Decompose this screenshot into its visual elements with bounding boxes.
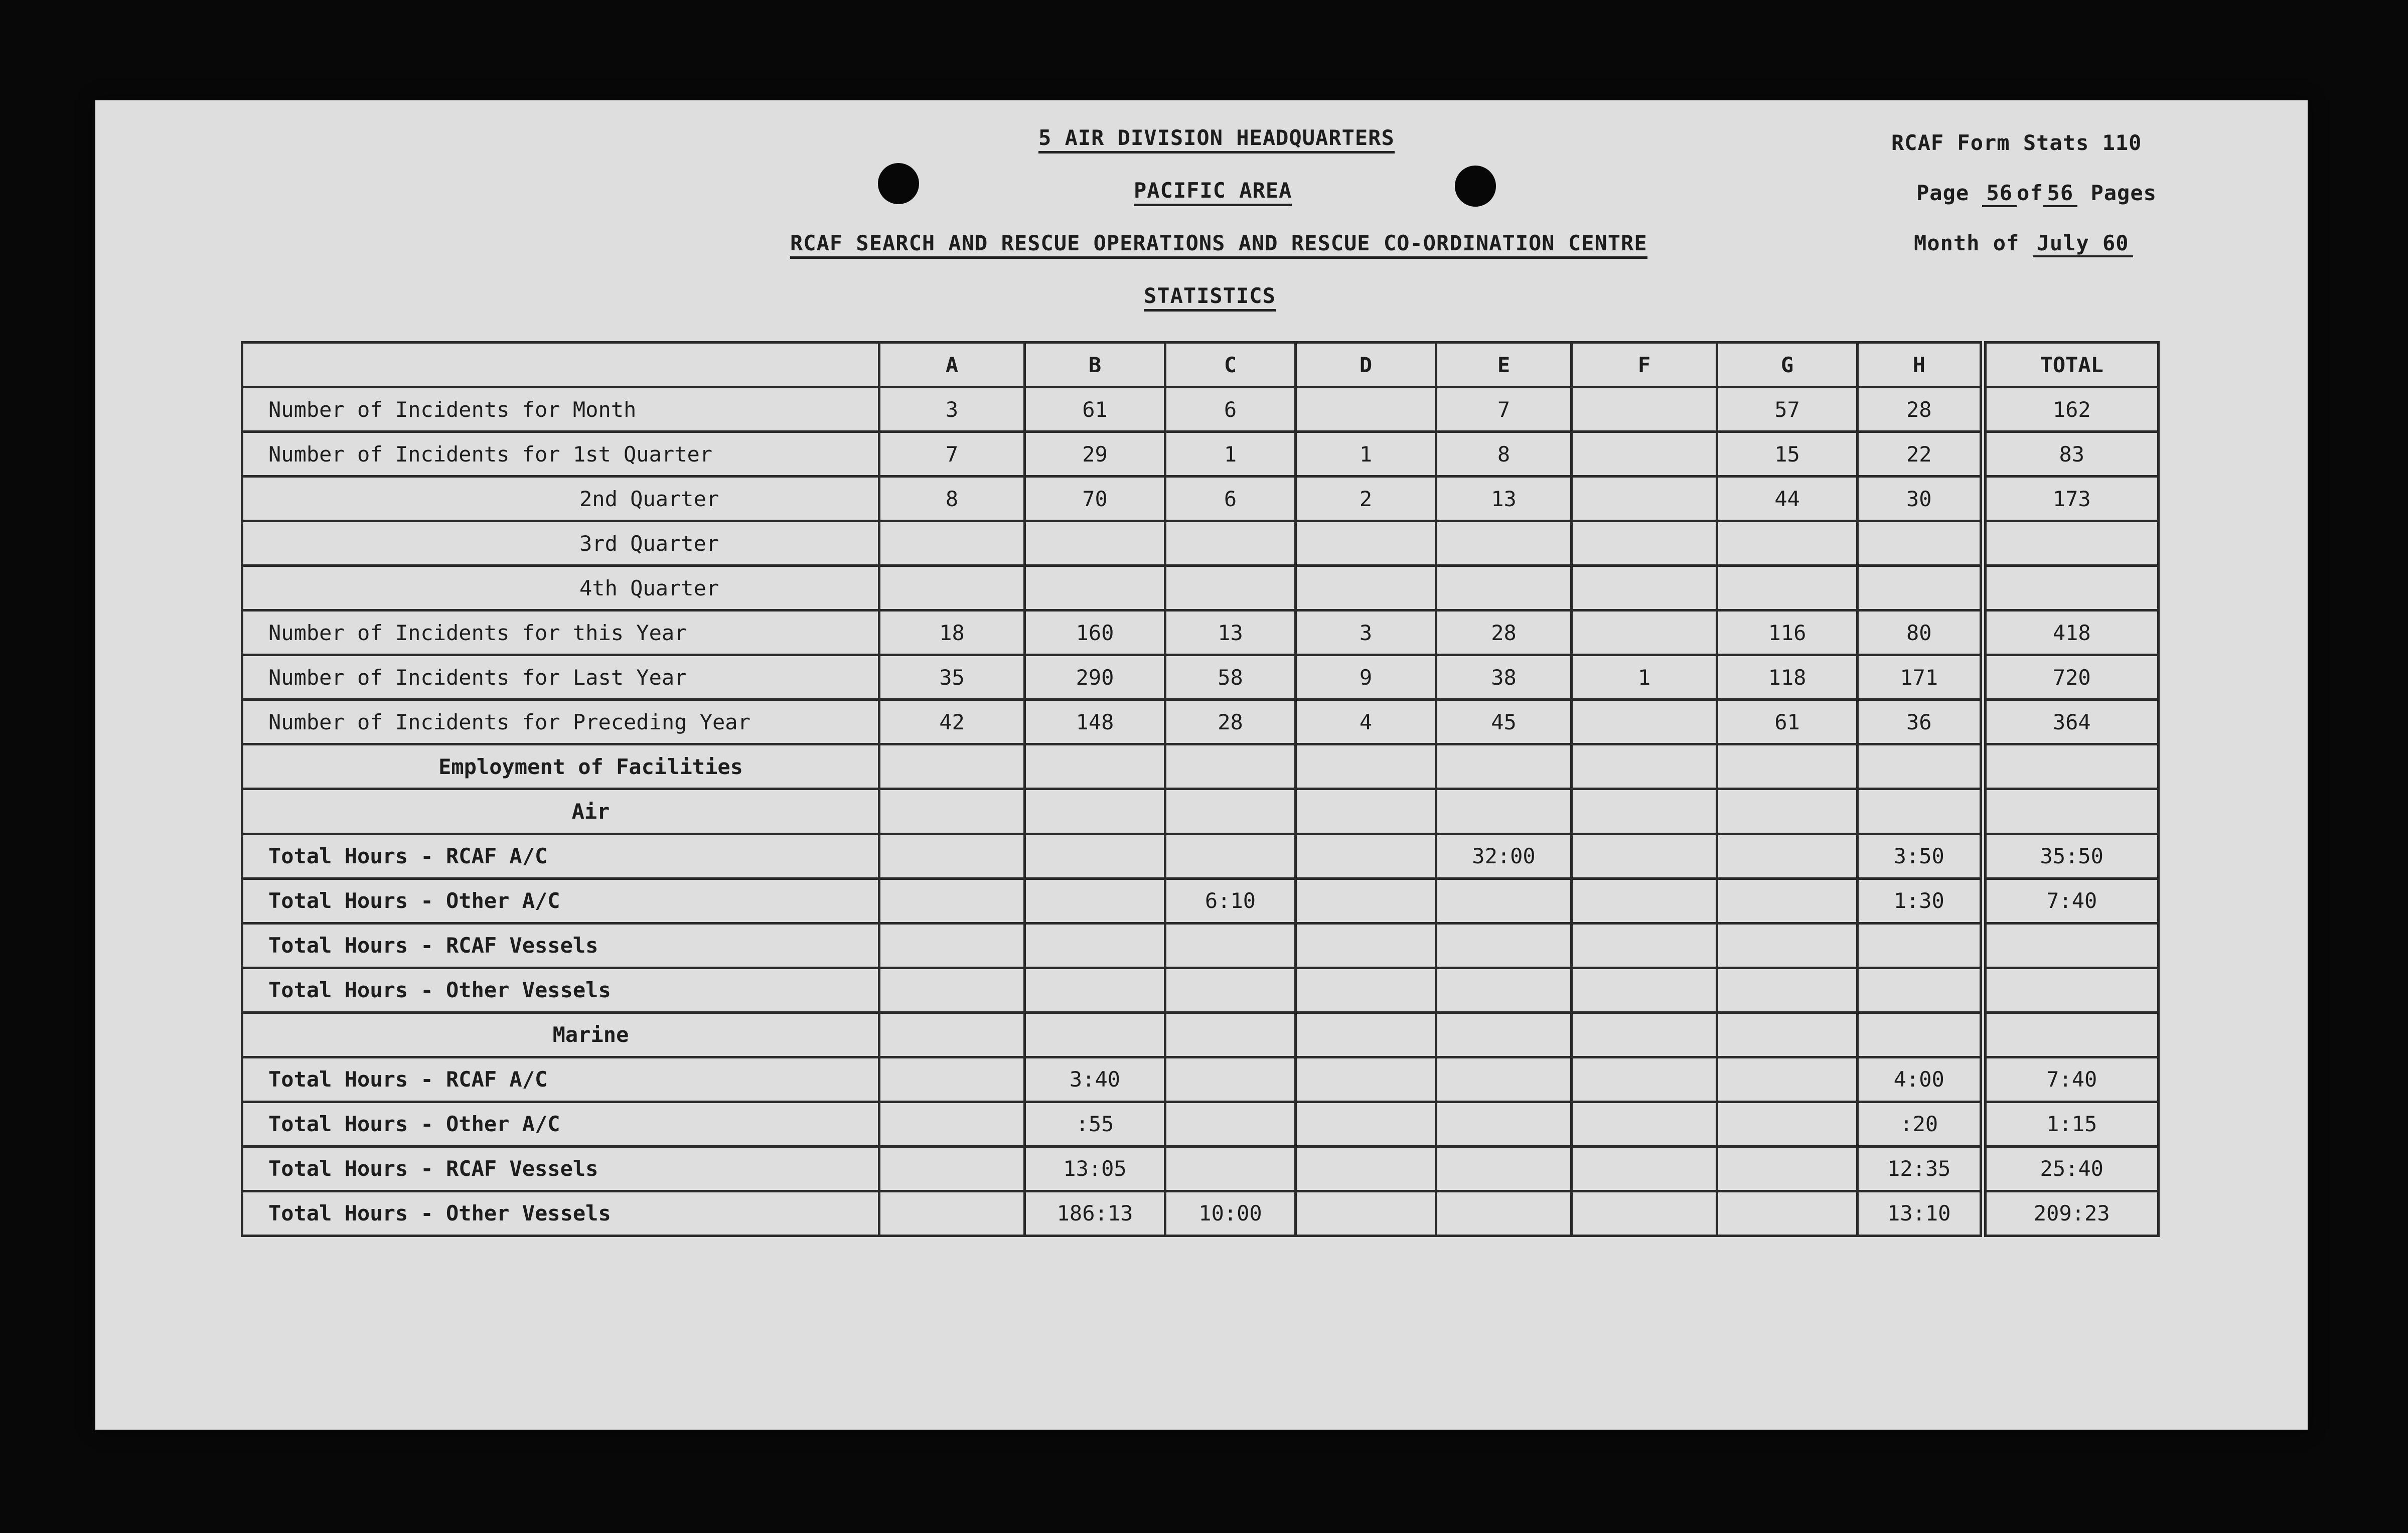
cell-g	[1717, 968, 1858, 1012]
cell-a	[879, 1146, 1025, 1191]
cell-c: 6	[1165, 477, 1296, 521]
page-number: 56	[1982, 181, 2017, 207]
cell-h: 4:00	[1858, 1057, 1983, 1102]
cell-b: 186:13	[1025, 1191, 1165, 1236]
cell-total	[1983, 566, 2159, 610]
cell-g	[1717, 1012, 1858, 1057]
cell-e: 28	[1436, 610, 1572, 655]
cell-e: 8	[1436, 432, 1572, 477]
table-row	[242, 1102, 2159, 1146]
cell-d: 3	[1296, 610, 1436, 655]
cell-e	[1436, 1146, 1572, 1191]
cell-h: 3:50	[1858, 834, 1983, 878]
header-title: 5 AIR DIVISION HEADQUARTERS	[1038, 125, 1395, 150]
cell-f	[1572, 968, 1717, 1012]
cell-c	[1165, 1102, 1296, 1146]
header-cell-a: A	[879, 343, 1025, 387]
cell-e	[1436, 1102, 1572, 1146]
cell-e: 13	[1436, 477, 1572, 521]
cell-e	[1436, 1191, 1572, 1236]
header-cell-total: TOTAL	[1983, 343, 2159, 387]
cell-total	[1983, 968, 2159, 1012]
cell-g: 116	[1717, 610, 1858, 655]
cell-d: 1	[1296, 432, 1436, 477]
cell-b: 13:05	[1025, 1146, 1165, 1191]
cell-g	[1717, 1057, 1858, 1102]
page-total: 56	[2043, 181, 2078, 207]
cell-c: 6	[1165, 387, 1296, 432]
cell-c	[1165, 789, 1296, 834]
cell-b: 148	[1025, 700, 1165, 744]
cell-g	[1717, 1191, 1858, 1236]
cell-g	[1717, 1102, 1858, 1146]
cell-c	[1165, 1057, 1296, 1102]
cell-f	[1572, 834, 1717, 878]
cell-a	[879, 1012, 1025, 1057]
table-row	[242, 566, 2159, 610]
table-row	[242, 1012, 2159, 1057]
cell-f	[1572, 878, 1717, 923]
row-label: Number of Incidents for Preceding Year	[242, 700, 879, 744]
cell-g	[1717, 923, 1858, 968]
form-name: RCAF Form Stats 110	[1891, 130, 2142, 155]
cell-d	[1296, 834, 1436, 878]
cell-d	[1296, 923, 1436, 968]
cell-e	[1436, 1012, 1572, 1057]
row-label: Total Hours - RCAF A/C	[242, 1057, 879, 1102]
cell-a	[879, 789, 1025, 834]
cell-total	[1983, 521, 2159, 566]
cell-c	[1165, 1012, 1296, 1057]
cell-b: 70	[1025, 477, 1165, 521]
cell-g: 44	[1717, 477, 1858, 521]
table-header-row	[242, 343, 2159, 387]
row-label: Air	[242, 789, 879, 834]
cell-h: 22	[1858, 432, 1983, 477]
cell-a: 3	[879, 387, 1025, 432]
cell-g: 57	[1717, 387, 1858, 432]
cell-a: 35	[879, 655, 1025, 700]
cell-c	[1165, 566, 1296, 610]
cell-total: 364	[1983, 700, 2159, 744]
cell-b: 61	[1025, 387, 1165, 432]
cell-c	[1165, 521, 1296, 566]
header-cell-h: H	[1858, 343, 1983, 387]
cell-f	[1572, 432, 1717, 477]
cell-d	[1296, 744, 1436, 789]
cell-b	[1025, 521, 1165, 566]
cell-f	[1572, 610, 1717, 655]
cell-e: 32:00	[1436, 834, 1572, 878]
row-label: Total Hours - RCAF Vessels	[242, 1146, 879, 1191]
row-label: 4th Quarter	[242, 566, 879, 610]
cell-f	[1572, 1146, 1717, 1191]
cell-c	[1165, 834, 1296, 878]
cell-c	[1165, 968, 1296, 1012]
statistics-table	[241, 341, 2160, 1237]
cell-d	[1296, 789, 1436, 834]
cell-g	[1717, 744, 1858, 789]
cell-total	[1983, 789, 2159, 834]
row-label: Number of Incidents for Last Year	[242, 655, 879, 700]
cell-h: 13:10	[1858, 1191, 1983, 1236]
table-row	[242, 477, 2159, 521]
cell-h: :20	[1858, 1102, 1983, 1146]
cell-a: 42	[879, 700, 1025, 744]
cell-d	[1296, 1012, 1436, 1057]
cell-c	[1165, 923, 1296, 968]
cell-f	[1572, 1057, 1717, 1102]
cell-a: 7	[879, 432, 1025, 477]
cell-total: 1:15	[1983, 1102, 2159, 1146]
cell-total: 35:50	[1983, 834, 2159, 878]
cell-a	[879, 744, 1025, 789]
cell-c	[1165, 1146, 1296, 1191]
table-row	[242, 655, 2159, 700]
cell-b: 160	[1025, 610, 1165, 655]
table-row	[242, 521, 2159, 566]
cell-d	[1296, 521, 1436, 566]
cell-total: 173	[1983, 477, 2159, 521]
cell-d: 2	[1296, 477, 1436, 521]
cell-total: 720	[1983, 655, 2159, 700]
table-row	[242, 387, 2159, 432]
cell-b	[1025, 1012, 1165, 1057]
table-row	[242, 789, 2159, 834]
cell-g	[1717, 834, 1858, 878]
punch-hole	[1455, 166, 1496, 207]
row-label: Total Hours - Other A/C	[242, 878, 879, 923]
cell-total	[1983, 923, 2159, 968]
document-page	[95, 100, 2308, 1430]
cell-a	[879, 878, 1025, 923]
cell-h: 80	[1858, 610, 1983, 655]
cell-b	[1025, 789, 1165, 834]
row-label: Total Hours - RCAF A/C	[242, 834, 879, 878]
cell-h: 28	[1858, 387, 1983, 432]
cell-h: 36	[1858, 700, 1983, 744]
cell-h	[1858, 566, 1983, 610]
cell-e	[1436, 878, 1572, 923]
cell-b: 290	[1025, 655, 1165, 700]
table-row	[242, 700, 2159, 744]
cell-g: 118	[1717, 655, 1858, 700]
cell-c: 28	[1165, 700, 1296, 744]
cell-g: 15	[1717, 432, 1858, 477]
cell-a	[879, 1191, 1025, 1236]
cell-g	[1717, 566, 1858, 610]
cell-a	[879, 521, 1025, 566]
cell-e	[1436, 1057, 1572, 1102]
cell-e	[1436, 968, 1572, 1012]
cell-h	[1858, 744, 1983, 789]
cell-b	[1025, 834, 1165, 878]
cell-b: 3:40	[1025, 1057, 1165, 1102]
header-cell-f: F	[1572, 343, 1717, 387]
cell-c: 58	[1165, 655, 1296, 700]
cell-d	[1296, 566, 1436, 610]
month-indicator: Month of July 60	[1914, 231, 2133, 255]
cell-h: 1:30	[1858, 878, 1983, 923]
cell-c: 6:10	[1165, 878, 1296, 923]
cell-e: 7	[1436, 387, 1572, 432]
cell-d	[1296, 1057, 1436, 1102]
cell-total: 7:40	[1983, 878, 2159, 923]
cell-a: 18	[879, 610, 1025, 655]
row-label: Number of Incidents for Month	[242, 387, 879, 432]
cell-total	[1983, 1012, 2159, 1057]
header-cell-g: G	[1717, 343, 1858, 387]
cell-total: 83	[1983, 432, 2159, 477]
row-label: Employment of Facilities	[242, 744, 879, 789]
cell-f	[1572, 566, 1717, 610]
row-label: Number of Incidents for this Year	[242, 610, 879, 655]
row-label: Total Hours - Other Vessels	[242, 968, 879, 1012]
cell-b: :55	[1025, 1102, 1165, 1146]
cell-e: 38	[1436, 655, 1572, 700]
cell-h	[1858, 789, 1983, 834]
cell-f	[1572, 1012, 1717, 1057]
table-row	[242, 432, 2159, 477]
cell-g	[1717, 521, 1858, 566]
cell-c: 13	[1165, 610, 1296, 655]
cell-c: 1	[1165, 432, 1296, 477]
cell-b	[1025, 744, 1165, 789]
cell-g	[1717, 1146, 1858, 1191]
cell-a	[879, 566, 1025, 610]
cell-a	[879, 834, 1025, 878]
cell-e	[1436, 744, 1572, 789]
cell-d	[1296, 878, 1436, 923]
table-row	[242, 923, 2159, 968]
row-label: 3rd Quarter	[242, 521, 879, 566]
table-row	[242, 610, 2159, 655]
punch-hole	[878, 163, 919, 204]
row-label: Total Hours - Other Vessels	[242, 1191, 879, 1236]
cell-total: 162	[1983, 387, 2159, 432]
cell-f	[1572, 1102, 1717, 1146]
cell-g: 61	[1717, 700, 1858, 744]
cell-e	[1436, 521, 1572, 566]
header-cell-b: B	[1025, 343, 1165, 387]
cell-d	[1296, 1146, 1436, 1191]
cell-e	[1436, 923, 1572, 968]
cell-h	[1858, 968, 1983, 1012]
cell-f	[1572, 1191, 1717, 1236]
cell-d	[1296, 387, 1436, 432]
header-area: PACIFIC AREA	[1134, 178, 1292, 203]
cell-g	[1717, 878, 1858, 923]
cell-h	[1858, 923, 1983, 968]
table-row	[242, 744, 2159, 789]
cell-b	[1025, 566, 1165, 610]
cell-b	[1025, 878, 1165, 923]
cell-total	[1983, 744, 2159, 789]
cell-c	[1165, 744, 1296, 789]
header-statistics: STATISTICS	[1144, 283, 1276, 308]
header-centre: RCAF SEARCH AND RESCUE OPERATIONS AND RESCUE CO-ORDINATION CENTRE	[790, 231, 1647, 255]
table-row	[242, 834, 2159, 878]
cell-total: 25:40	[1983, 1146, 2159, 1191]
cell-h	[1858, 521, 1983, 566]
cell-f	[1572, 387, 1717, 432]
cell-b	[1025, 923, 1165, 968]
cell-e: 45	[1436, 700, 1572, 744]
cell-f	[1572, 521, 1717, 566]
header-cell-c: C	[1165, 343, 1296, 387]
cell-a	[879, 1102, 1025, 1146]
table-row	[242, 878, 2159, 923]
cell-d	[1296, 1191, 1436, 1236]
cell-g	[1717, 789, 1858, 834]
row-label: 2nd Quarter	[242, 477, 879, 521]
cell-f	[1572, 923, 1717, 968]
table-row	[242, 1057, 2159, 1102]
cell-d: 4	[1296, 700, 1436, 744]
cell-f	[1572, 477, 1717, 521]
page-indicator: Page 56 of 56 Pages	[1916, 181, 2157, 205]
cell-total: 418	[1983, 610, 2159, 655]
cell-d: 9	[1296, 655, 1436, 700]
cell-f	[1572, 700, 1717, 744]
cell-b	[1025, 968, 1165, 1012]
cell-d	[1296, 968, 1436, 1012]
cell-f: 1	[1572, 655, 1717, 700]
cell-a	[879, 923, 1025, 968]
header-cell-d: D	[1296, 343, 1436, 387]
month-value: July 60	[2033, 231, 2133, 257]
cell-e	[1436, 789, 1572, 834]
table-row	[242, 968, 2159, 1012]
cell-total: 7:40	[1983, 1057, 2159, 1102]
table-row	[242, 1146, 2159, 1191]
cell-h	[1858, 1012, 1983, 1057]
row-label: Total Hours - Other A/C	[242, 1102, 879, 1146]
cell-h: 30	[1858, 477, 1983, 521]
cell-a	[879, 968, 1025, 1012]
cell-f	[1572, 789, 1717, 834]
cell-total: 209:23	[1983, 1191, 2159, 1236]
header-cell-label	[242, 343, 879, 387]
cell-h: 171	[1858, 655, 1983, 700]
header-cell-e: E	[1436, 343, 1572, 387]
cell-c: 10:00	[1165, 1191, 1296, 1236]
cell-a: 8	[879, 477, 1025, 521]
cell-b: 29	[1025, 432, 1165, 477]
cell-h: 12:35	[1858, 1146, 1983, 1191]
row-label: Number of Incidents for 1st Quarter	[242, 432, 879, 477]
table-row	[242, 1191, 2159, 1236]
cell-d	[1296, 1102, 1436, 1146]
cell-e	[1436, 566, 1572, 610]
cell-a	[879, 1057, 1025, 1102]
row-label: Marine	[242, 1012, 879, 1057]
cell-f	[1572, 744, 1717, 789]
row-label: Total Hours - RCAF Vessels	[242, 923, 879, 968]
